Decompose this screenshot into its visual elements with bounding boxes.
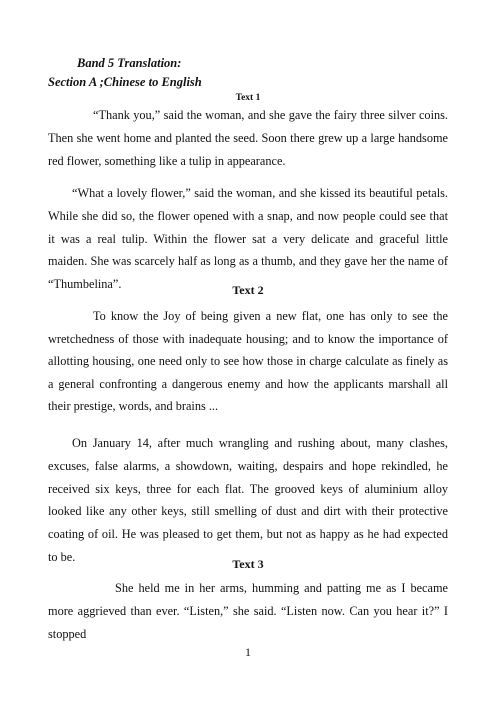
text-2-heading: Text 2 bbox=[232, 283, 264, 297]
text-1-paragraph-1: “Thank you,” said the woman, and she gave the fairy three silver coins. Then she went home and planted the seed. Soon there grew up a large handsome red flower, something like a tulip in appearance. bbox=[48, 108, 448, 168]
band-title: Band 5 Translation: bbox=[77, 56, 182, 70]
text-3-heading: Text 3 bbox=[232, 557, 264, 571]
text-3-paragraph-1: She held me in her arms, humming and patting me as I became more aggrieved than ever. “Listen,” she said. “Listen now. Can you hear it?” I stopped bbox=[48, 581, 448, 641]
text-1-heading: Text 1 bbox=[235, 93, 261, 103]
page-number: 1 bbox=[245, 645, 251, 659]
text-2-paragraph-2: On January 14, after much wrangling and rushing about, many clashes, excuses, false alarms, a showdown, waiting, despairs and hope rekindled, he received six keys, three for each flat. The grooved keys of aluminium alloy looked like any other keys, still smelling of dust and dirt with their protective coating of oil. He was pleased to get them, but not as happy as he had expected to be. bbox=[48, 436, 448, 564]
text-2-paragraph-1: To know the Joy of being given a new flat, one has only to see the wretchedness of those with inadequate housing; and to know the importance of allotting housing, one need only to see how those in charge calculate as finely as a general confronting a dangerous enemy and how the applicants marshall all their prestige, words, and brains ... bbox=[48, 309, 448, 414]
section-title: Section A ;Chinese to English bbox=[48, 75, 202, 89]
text-1-paragraph-2: “What a lovely flower,” said the woman, and she kissed its beautiful petals. While she did so, the flower opened with a snap, and now people could see that it was a real tulip. Within the flower sat a very delicate and graceful little maiden. She was scarcely half as long as a thumb, and they gave her the name of “Thumbelina”. bbox=[48, 186, 448, 292]
